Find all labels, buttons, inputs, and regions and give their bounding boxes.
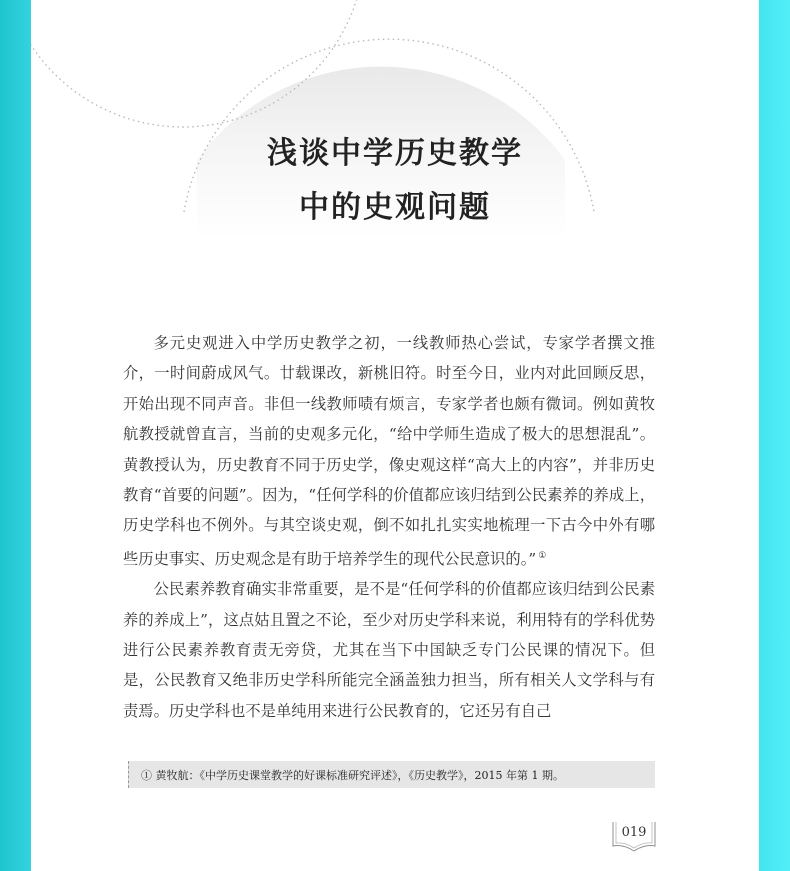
paragraph-1-text: 多元史观进入中学历史教学之初，一线教师热心尝试，专家学者撰文推介，一时间蔚成风气。廿载课改，新桃旧符。时至今日，业内对此回顾反思，开始出现不同声音。非但一线教师啧有烦言，专家学者也颇有微词。例如黄牧航教授就曾直言，当前的史观多元化，“给中学师生造成了极大的思想混乱”。黄教授认为，历史教育不同于历史学，像史观这样“高大上的内容”，并非历史教育“首要的问题”。因为，“任何学科的价值都应该归结到公民素养的养成上，历史学科也不例外。与其空谈史观，倒不如扎扎实实地梳理一下古今中外有哪些历史事实、历史观念是有助于培养学生的现代公民意识的。” [123,334,655,568]
paragraph-2: 公民素养教育确实非常重要，是不是“任何学科的价值都应该归结到公民素养的养成上”，这点姑且置之不论，至少对历史学科来说，利用特有的学科优势进行公民素养教育责无旁贷，尤其在当下中国缺乏专门公民课的情况下。但是，公民教育又绝非历史学科所能完全涵盖独力担当，所有相关人文学科与有责焉。历史学科也不是单纯用来进行公民教育的，它还另有自己 [123,580,655,720]
footnote-box [128,761,655,788]
article-title-line-2: 中的史观问题 [299,190,491,225]
book-page [31,0,759,871]
footnote-text: ① 黄牧航：《中学历史课堂教学的好课标准研究评述》，《历史教学》，2015 年第 1 期。 [141,769,564,782]
left-color-band [0,0,31,871]
footnote-reference[interactable]: ① [538,550,547,561]
paragraph-1 [123,328,655,574]
article-title-line-1: 浅谈中学历史教学 [267,136,523,171]
article-body [123,328,655,726]
page-number-badge [611,820,657,854]
right-color-band [759,0,790,871]
page-number: 019 [621,825,647,840]
